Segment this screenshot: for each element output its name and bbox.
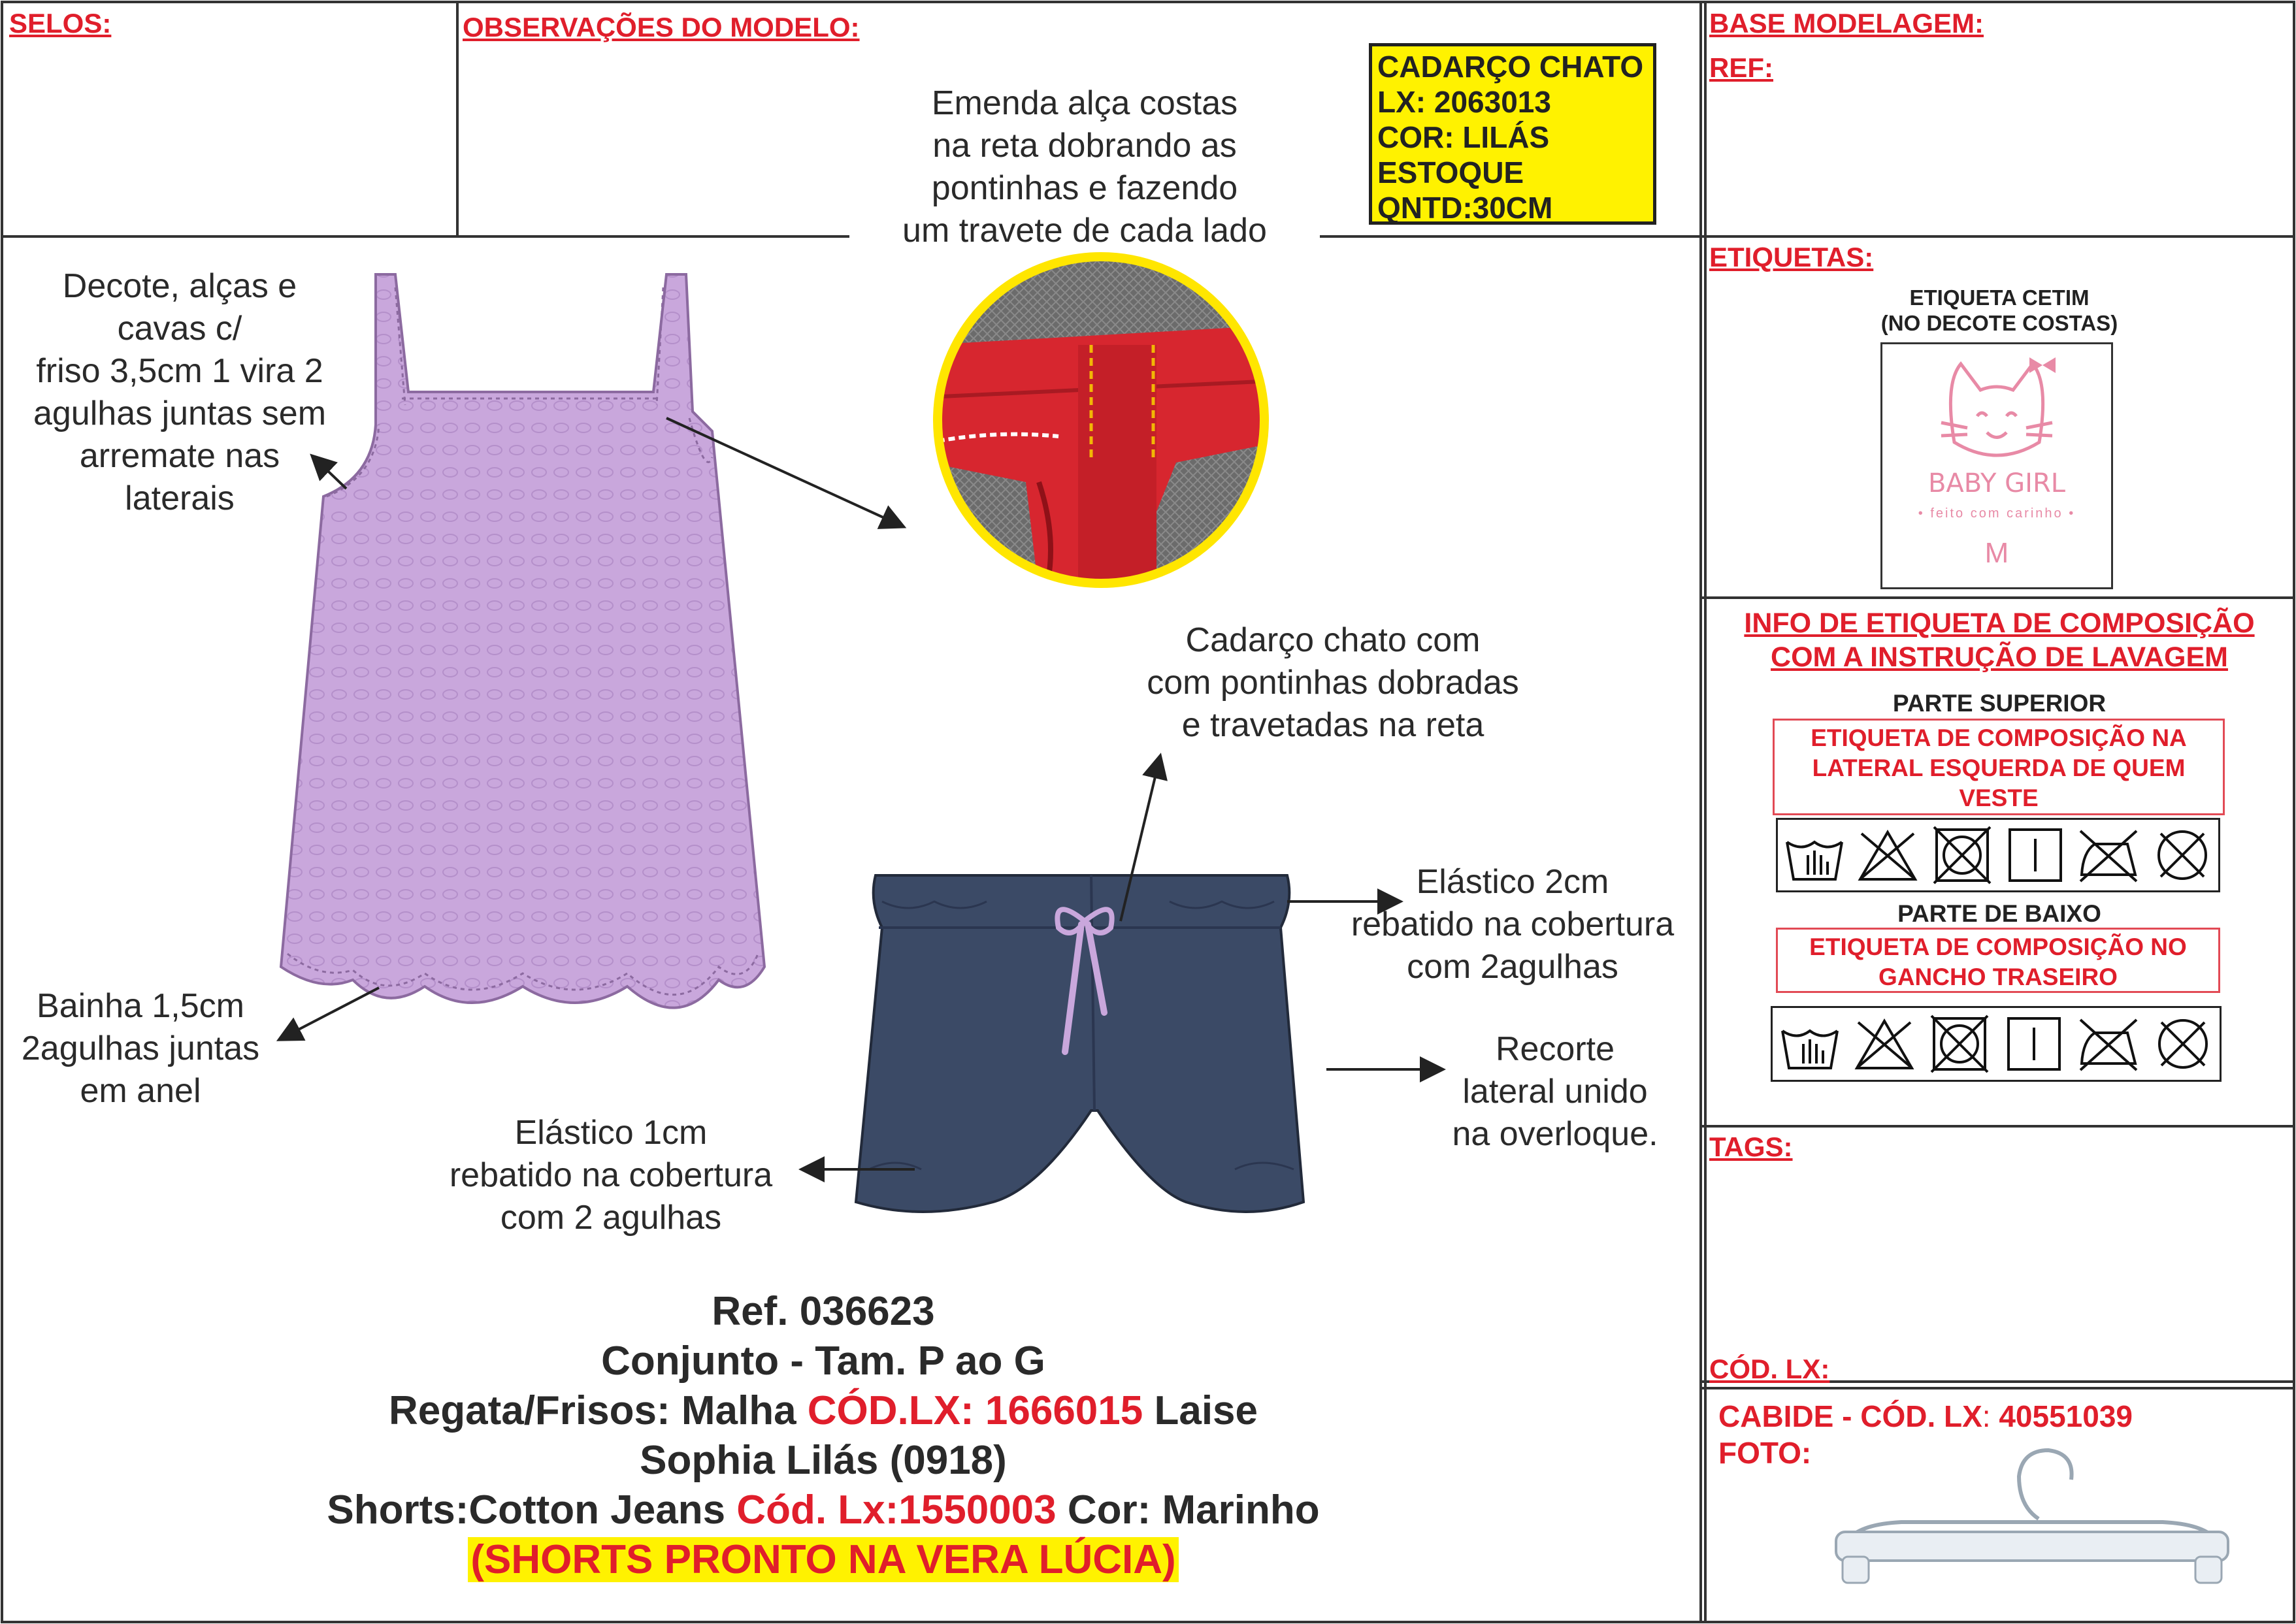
care-symbols-top bbox=[1776, 818, 2220, 892]
bainha-line: 2agulhas juntas bbox=[21, 1030, 260, 1067]
selos-label: SELOS: bbox=[9, 8, 112, 39]
cadarco-note-line: e travetadas na reta bbox=[1181, 706, 1484, 744]
emenda-line: na reta dobrando as bbox=[932, 127, 1237, 165]
superior-line: VESTE bbox=[1959, 785, 2039, 811]
baixo-line: GANCHO TRASEIRO bbox=[1878, 964, 2118, 990]
elastico1-line: com 2 agulhas bbox=[500, 1199, 722, 1237]
qntd-line: QNTD:30CM bbox=[1377, 191, 1553, 225]
cod-lx-label: CÓD. LX: bbox=[1709, 1354, 1830, 1384]
emenda-line: Emenda alça costas bbox=[931, 84, 1238, 122]
no-iron-icon bbox=[2075, 1015, 2140, 1073]
line-dry-icon bbox=[2002, 826, 2067, 885]
cabide-code: 40551039 bbox=[1990, 1399, 2133, 1433]
cadarco-note-line: Cadarço chato com bbox=[1185, 621, 1481, 659]
no-tumble-dry-icon bbox=[1926, 1015, 1992, 1073]
superior-line: LATERAL ESQUERDA DE QUEM bbox=[1812, 755, 2186, 781]
tags-label: TAGS: bbox=[1709, 1131, 1793, 1162]
regata-a: Regata/Frisos: Malha bbox=[388, 1388, 808, 1433]
decote-line: arremate nas bbox=[79, 437, 280, 475]
elastico1-line: Elástico 1cm bbox=[514, 1114, 708, 1152]
decote-line: agulhas juntas sem bbox=[33, 395, 327, 432]
elastico2-line: rebatido na cobertura bbox=[1351, 905, 1675, 943]
logo-size: M bbox=[1984, 537, 2009, 569]
cat-logo-icon bbox=[1882, 344, 2111, 475]
emenda-line: pontinhas e fazendo bbox=[931, 169, 1238, 207]
satin-label bbox=[1880, 342, 2113, 589]
shorts-pronto-highlight: (SHORTS PRONTO NA VERA LÚCIA) bbox=[468, 1537, 1178, 1582]
estoque-line: ESTOQUE bbox=[1377, 155, 1524, 189]
product-shorts bbox=[0, 1487, 1647, 1533]
hanger-photo bbox=[1823, 1440, 2241, 1604]
no-tumble-dry-icon bbox=[1929, 826, 1994, 885]
ref-label: REF: bbox=[1709, 52, 1773, 83]
regata-c: Laise bbox=[1143, 1388, 1258, 1433]
cadarco-note-line: com pontinhas dobradas bbox=[1147, 664, 1519, 702]
composicao-title bbox=[1705, 606, 2293, 674]
bainha-line: em anel bbox=[80, 1072, 201, 1110]
cor-line: COR: LILÁS bbox=[1377, 120, 1550, 154]
product-sophia: Sophia Lilás (0918) bbox=[640, 1438, 1007, 1483]
base-modelagem-label: BASE MODELAGEM: bbox=[1709, 8, 1984, 39]
no-dry-clean-icon bbox=[2149, 826, 2214, 885]
etiquetas-label: ETIQUETAS: bbox=[1709, 242, 1874, 272]
recorte-line: Recorte bbox=[1495, 1030, 1615, 1068]
decote-line: friso 3,5cm 1 vira 2 bbox=[36, 352, 323, 390]
shorts-a: Shorts:Cotton Jeans bbox=[327, 1487, 737, 1533]
shorts-c: Cor: Marinho bbox=[1056, 1487, 1320, 1533]
foto-label: FOTO: bbox=[1718, 1436, 1812, 1470]
cadarco-line: CADARÇO CHATO bbox=[1377, 50, 1644, 84]
bainha-line: Bainha 1,5cm bbox=[37, 987, 244, 1025]
care-symbols-bottom bbox=[1771, 1006, 2222, 1082]
no-bleach-icon bbox=[1855, 826, 1920, 885]
recorte-line: na overloque. bbox=[1452, 1115, 1658, 1153]
decote-line: cavas c/ bbox=[117, 310, 242, 348]
elastico1-line: rebatido na cobertura bbox=[449, 1156, 773, 1194]
cabide-colon: : bbox=[1982, 1399, 1991, 1433]
cetim-line: (NO DECOTE COSTAS) bbox=[1880, 311, 2118, 335]
logo-brand: BABY GIRL bbox=[1927, 468, 2066, 498]
superior-composition-box bbox=[1773, 719, 2225, 815]
hand-wash-icon bbox=[1777, 1015, 1843, 1073]
emenda-line: um travete de cada lado bbox=[902, 212, 1267, 250]
no-dry-clean-icon bbox=[2150, 1015, 2215, 1073]
lx-line: LX: 2063013 bbox=[1377, 85, 1551, 119]
cetim-line: ETIQUETA CETIM bbox=[1909, 285, 2090, 310]
decote-line: laterais bbox=[125, 479, 235, 517]
baixo-composition-box bbox=[1776, 928, 2220, 993]
elastico2-line: com 2agulhas bbox=[1407, 948, 1618, 986]
cetim-caption bbox=[1705, 285, 2293, 336]
product-regata bbox=[0, 1388, 1647, 1434]
baixo-line: ETIQUETA DE COMPOSIÇÃO NO bbox=[1809, 934, 2187, 960]
composicao-title-line: COM A INSTRUÇÃO DE LAVAGEM bbox=[1771, 641, 2228, 673]
cabide-label: CABIDE - CÓD. LX bbox=[1718, 1399, 1982, 1433]
no-iron-icon bbox=[2075, 826, 2140, 885]
line-dry-icon bbox=[2001, 1015, 2066, 1073]
recorte-line: lateral unido bbox=[1462, 1073, 1648, 1111]
parte-superior-label: PARTE SUPERIOR bbox=[1892, 690, 2107, 717]
hand-wash-icon bbox=[1782, 826, 1847, 885]
elastico2-line: Elástico 2cm bbox=[1416, 863, 1609, 901]
decote-line: Decote, alças e bbox=[62, 267, 297, 305]
no-bleach-icon bbox=[1852, 1015, 1917, 1073]
product-pronto-row bbox=[0, 1536, 1647, 1583]
observacoes-label: OBSERVAÇÕES DO MODELO: bbox=[463, 12, 860, 42]
parte-baixo-label: PARTE DE BAIXO bbox=[1897, 900, 2101, 927]
superior-line: ETIQUETA DE COMPOSIÇÃO NA bbox=[1811, 724, 2187, 751]
shorts-code: Cód. Lx:1550003 bbox=[736, 1487, 1057, 1533]
logo-tagline: • feito com carinho • bbox=[1918, 506, 2076, 521]
composicao-title-line: INFO DE ETIQUETA DE COMPOSIÇÃO bbox=[1744, 608, 2255, 639]
regata-code: CÓD.LX: 1666015 bbox=[807, 1388, 1143, 1433]
product-ref: Ref. 036623 bbox=[712, 1289, 935, 1334]
product-conjunto: Conjunto - Tam. P ao G bbox=[601, 1339, 1045, 1384]
